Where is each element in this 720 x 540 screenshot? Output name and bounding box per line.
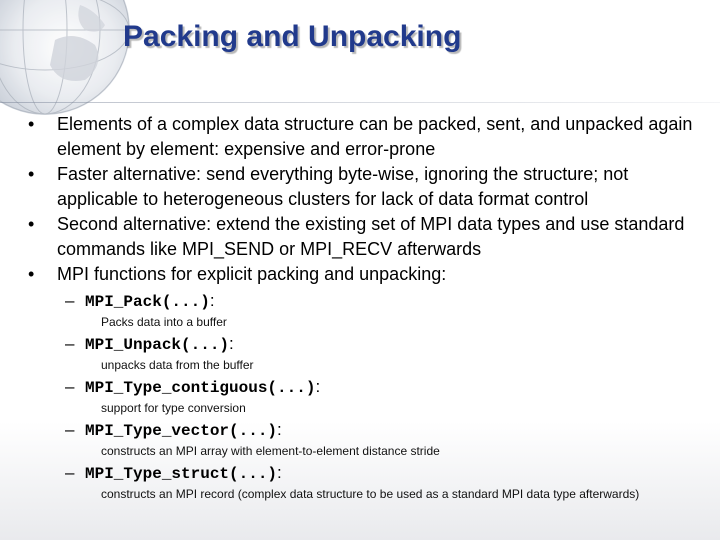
function-description: constructs an MPI array with element-to-element distance stride xyxy=(101,444,440,458)
bullet-text: MPI functions for explicit packing and unpacking: xyxy=(57,264,447,284)
dash-glyph: – xyxy=(65,463,75,482)
function-name: MPI_Type_vector(...) xyxy=(85,422,278,440)
globe-icon xyxy=(0,0,130,115)
bullet-glyph: • xyxy=(28,264,35,284)
slide-title: Packing and Unpacking xyxy=(123,20,462,53)
function-heading xyxy=(65,419,704,442)
function-description: Packs data into a buffer xyxy=(101,315,227,329)
bullet-item xyxy=(24,112,704,162)
function-item xyxy=(65,376,704,416)
title-bar xyxy=(0,0,720,105)
function-name: MPI_Pack(...) xyxy=(85,293,210,311)
function-item xyxy=(65,419,704,459)
function-heading xyxy=(65,333,704,356)
function-description: constructs an MPI record (complex data structure to be used as a standard MPI data type afterwards) xyxy=(101,487,640,501)
bullet-text: Second alternative: extend the existing set of MPI data types and use standard commands like MPI_SEND or MPI_RECV afterwards xyxy=(57,214,685,259)
dash-glyph: – xyxy=(65,291,75,310)
function-description: support for type conversion xyxy=(101,401,246,415)
function-name: MPI_Type_contiguous(...) xyxy=(85,379,316,397)
function-colon: : xyxy=(277,420,282,439)
function-heading xyxy=(65,376,704,399)
function-item xyxy=(65,333,704,373)
function-item xyxy=(65,462,704,502)
bullet-glyph: • xyxy=(28,164,35,184)
function-name: MPI_Unpack(...) xyxy=(85,336,230,354)
dash-glyph: – xyxy=(65,420,75,439)
function-heading xyxy=(65,462,704,485)
function-item xyxy=(65,290,704,330)
function-list xyxy=(24,290,704,502)
function-name: MPI_Type_struct(...) xyxy=(85,465,278,483)
function-description: unpacks data from the buffer xyxy=(101,358,254,372)
bullet-item xyxy=(24,162,704,212)
bullet-text: Elements of a complex data structure can be packed, sent, and unpacked again element by element: expensive and error-prone xyxy=(57,114,693,159)
function-colon: : xyxy=(315,377,321,396)
function-colon: : xyxy=(229,334,234,353)
bullet-glyph: • xyxy=(28,114,35,134)
function-colon: : xyxy=(209,291,215,310)
dash-glyph: – xyxy=(65,377,75,396)
bullet-item xyxy=(24,262,704,287)
slide-body xyxy=(24,112,704,505)
function-heading xyxy=(65,290,704,313)
function-colon: : xyxy=(277,463,282,482)
title-divider xyxy=(0,102,720,103)
bullet-glyph: • xyxy=(28,214,35,234)
bullet-item xyxy=(24,212,704,262)
dash-glyph: – xyxy=(65,334,75,353)
bullet-text: Faster alternative: send everything byte-wise, ignoring the structure; not applicable to heterogeneous clusters for lack of data format control xyxy=(57,164,629,209)
